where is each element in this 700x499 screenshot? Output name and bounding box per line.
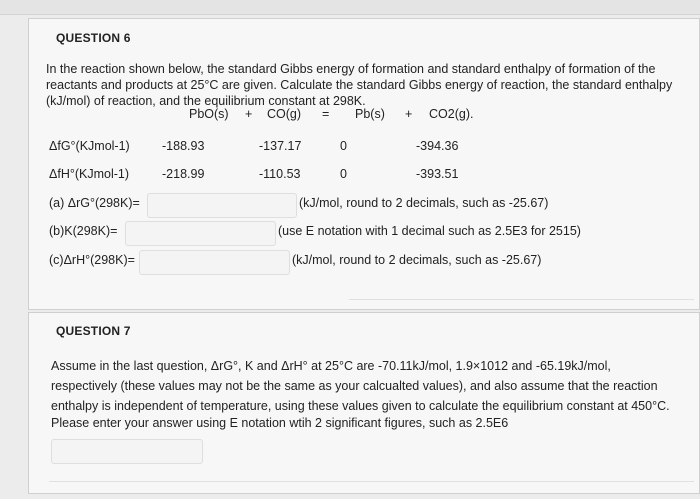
reactant-pbo: PbO(s) (189, 107, 229, 121)
row-gibbs-label: ΔfG°(KJmol-1) (49, 139, 130, 153)
row-gibbs-value: -394.36 (416, 139, 459, 153)
question-7-heading: QUESTION 7 (56, 324, 131, 338)
question-7-panel (28, 312, 700, 494)
product-co2: CO2(g). (429, 107, 474, 121)
row-gibbs-value: -137.17 (259, 139, 302, 153)
question-7-line-1: Assume in the last question, ΔrG°, K and ΔrH° at 25°C are -70.11kJ/mol, 1.9×1012 and -65.19kJ/mol, (51, 359, 611, 373)
question-7-line-2: respectively (these values may not be the same as your calcualted values), and also assume that the reaction (51, 379, 658, 393)
part-c-answer-input[interactable] (139, 250, 290, 275)
row-enthalpy-value: -218.99 (162, 167, 205, 181)
question-6-intro: In the reaction shown below, the standard Gibbs energy of formation and standard enthalpy of formation of the reactants and products at 25°C are given. Calculate the standard Gibbs energy of reaction, the standard enthalpy (kJ/mol) of reaction, and the equilibrium constant at 298K. (46, 62, 673, 108)
separator-line (49, 481, 694, 482)
row-enthalpy-label: ΔfH°(KJmol-1) (49, 167, 130, 181)
separator-line (349, 299, 694, 300)
question-7-line-4: Please enter your answer using E notation wtih 2 significant figures, such as 2.5E6 (51, 416, 509, 430)
row-enthalpy-value: 0 (340, 167, 347, 181)
question-6-heading: QUESTION 6 (56, 31, 131, 45)
top-strip (0, 0, 700, 15)
product-pb: Pb(s) (355, 107, 385, 121)
part-b-hint: (use E notation with 1 decimal such as 2.5E3 for 2515) (278, 224, 581, 238)
question-7-line-3: enthalpy is independent of temperature, using these values given to calculate the equilibrium constant at 450°C. (51, 399, 670, 413)
row-enthalpy-value: -110.53 (259, 167, 301, 181)
reactant-co: CO(g) (267, 107, 302, 121)
part-a-answer-input[interactable] (147, 193, 297, 218)
equals-sign: = (322, 107, 330, 121)
question-7-answer-input[interactable] (51, 439, 203, 464)
part-c-hint: (kJ/mol, round to 2 decimals, such as -25.67) (292, 253, 542, 267)
row-gibbs-value: 0 (340, 139, 347, 153)
part-b-answer-input[interactable] (125, 221, 276, 246)
plus-sign: + (245, 107, 253, 121)
row-gibbs-value: -188.93 (162, 139, 205, 153)
plus-sign-2: + (405, 107, 413, 121)
question-6-panel (28, 18, 700, 310)
part-b-label: (b)K(298K)= (49, 224, 118, 238)
part-a-hint: (kJ/mol, round to 2 decimals, such as -25.67) (299, 196, 549, 210)
part-c-label: (c)ΔrH°(298K)= (49, 253, 135, 267)
row-enthalpy-value: -393.51 (416, 167, 459, 181)
part-a-label: (a) ΔrG°(298K)= (49, 196, 140, 210)
